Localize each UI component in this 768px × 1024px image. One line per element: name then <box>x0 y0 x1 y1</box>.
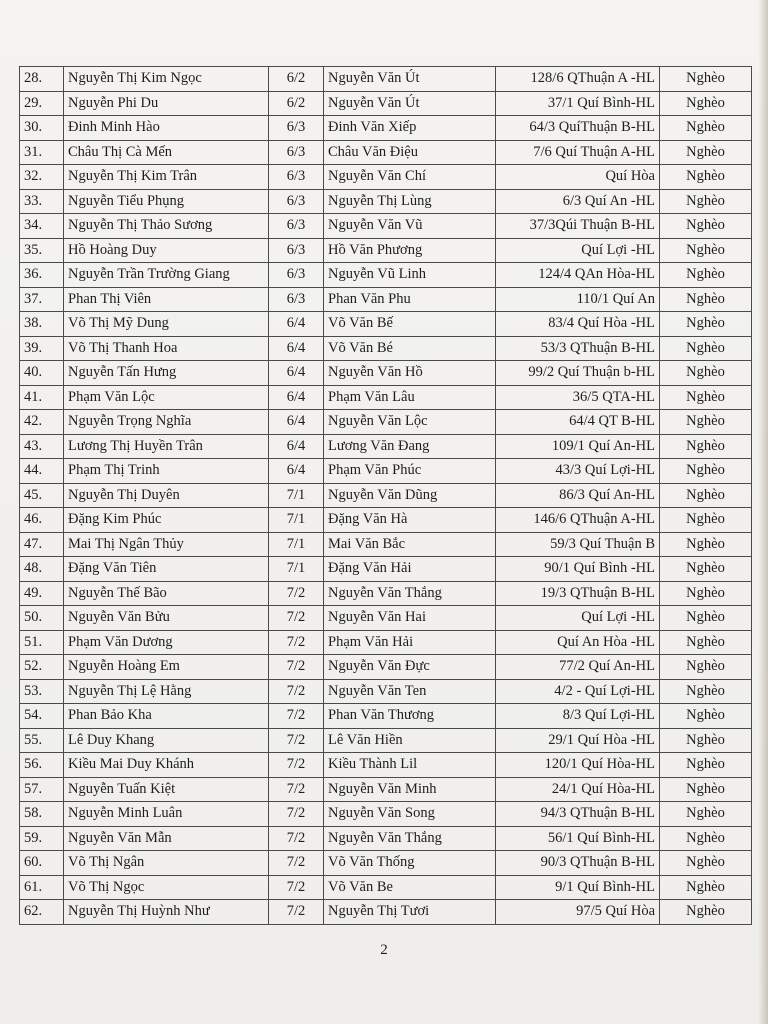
status-cell: Nghèo <box>660 214 752 239</box>
address-cell: 9/1 Quí Bình-HL <box>496 875 660 900</box>
address-cell: Quí An Hòa -HL <box>496 630 660 655</box>
student-name-cell: Lương Thị Huyền Trân <box>64 434 269 459</box>
parent-name-cell: Nguyễn Văn Út <box>324 67 496 92</box>
table-row <box>20 410 752 435</box>
student-list-table <box>19 66 752 925</box>
row-number-cell: 35. <box>20 238 64 263</box>
status-cell: Nghèo <box>660 630 752 655</box>
class-name-cell: 7/2 <box>269 753 324 778</box>
class-name-cell: 6/3 <box>269 116 324 141</box>
row-number-cell: 38. <box>20 312 64 337</box>
student-name-cell: Nguyễn Thị Duyên <box>64 483 269 508</box>
row-number-cell: 32. <box>20 165 64 190</box>
address-cell: 90/1 Quí Bình -HL <box>496 557 660 582</box>
parent-name-cell: Nguyễn Văn Hai <box>324 606 496 631</box>
student-name-cell: Phan Bảo Kha <box>64 704 269 729</box>
table-row <box>20 532 752 557</box>
table-row <box>20 459 752 484</box>
status-cell: Nghèo <box>660 67 752 92</box>
parent-name-cell: Võ Văn Be <box>324 875 496 900</box>
class-name-cell: 7/2 <box>269 581 324 606</box>
row-number-cell: 56. <box>20 753 64 778</box>
status-cell: Nghèo <box>660 802 752 827</box>
parent-name-cell: Phạm Văn Lâu <box>324 385 496 410</box>
table-row <box>20 483 752 508</box>
address-cell: 99/2 Quí Thuận b-HL <box>496 361 660 386</box>
student-name-cell: Đặng Văn Tiên <box>64 557 269 582</box>
address-cell: 146/6 QThuận A-HL <box>496 508 660 533</box>
table-row <box>20 189 752 214</box>
student-name-cell: Mai Thị Ngân Thủy <box>64 532 269 557</box>
status-cell: Nghèo <box>660 875 752 900</box>
class-name-cell: 6/3 <box>269 287 324 312</box>
address-cell: 59/3 Quí Thuận B <box>496 532 660 557</box>
student-name-cell: Nguyễn Tuấn Kiệt <box>64 777 269 802</box>
parent-name-cell: Nguyễn Văn Chí <box>324 165 496 190</box>
row-number-cell: 49. <box>20 581 64 606</box>
class-name-cell: 7/2 <box>269 630 324 655</box>
class-name-cell: 7/2 <box>269 826 324 851</box>
row-number-cell: 60. <box>20 851 64 876</box>
class-name-cell: 6/4 <box>269 459 324 484</box>
class-name-cell: 7/2 <box>269 851 324 876</box>
address-cell: 77/2 Quí An-HL <box>496 655 660 680</box>
parent-name-cell: Lê Văn Hiền <box>324 728 496 753</box>
status-cell: Nghèo <box>660 140 752 165</box>
parent-name-cell: Nguyễn Văn Thắng <box>324 826 496 851</box>
row-number-cell: 29. <box>20 91 64 116</box>
status-cell: Nghèo <box>660 312 752 337</box>
table-row <box>20 434 752 459</box>
row-number-cell: 43. <box>20 434 64 459</box>
status-cell: Nghèo <box>660 361 752 386</box>
student-name-cell: Phạm Văn Dương <box>64 630 269 655</box>
parent-name-cell: Nguyễn Văn Út <box>324 91 496 116</box>
row-number-cell: 53. <box>20 679 64 704</box>
class-name-cell: 7/1 <box>269 532 324 557</box>
address-cell: Quí Hòa <box>496 165 660 190</box>
row-number-cell: 61. <box>20 875 64 900</box>
student-name-cell: Nguyễn Thị Huỳnh Như <box>64 900 269 925</box>
student-name-cell: Võ Thị Ngọc <box>64 875 269 900</box>
table-row <box>20 851 752 876</box>
row-number-cell: 28. <box>20 67 64 92</box>
parent-name-cell: Nguyễn Văn Lộc <box>324 410 496 435</box>
status-cell: Nghèo <box>660 851 752 876</box>
table-body <box>20 67 752 925</box>
class-name-cell: 7/2 <box>269 802 324 827</box>
parent-name-cell: Võ Văn Thống <box>324 851 496 876</box>
table-row <box>20 508 752 533</box>
parent-name-cell: Phan Văn Phu <box>324 287 496 312</box>
student-name-cell: Nguyễn Minh Luân <box>64 802 269 827</box>
row-number-cell: 54. <box>20 704 64 729</box>
row-number-cell: 45. <box>20 483 64 508</box>
row-number-cell: 58. <box>20 802 64 827</box>
address-cell: 90/3 QThuận B-HL <box>496 851 660 876</box>
class-name-cell: 6/3 <box>269 214 324 239</box>
address-cell: 64/3 QuíThuận B-HL <box>496 116 660 141</box>
address-cell: 4/2 - Quí Lợi-HL <box>496 679 660 704</box>
row-number-cell: 50. <box>20 606 64 631</box>
class-name-cell: 7/2 <box>269 728 324 753</box>
table-row <box>20 91 752 116</box>
table-row <box>20 753 752 778</box>
parent-name-cell: Nguyễn Thị Tươi <box>324 900 496 925</box>
class-name-cell: 6/4 <box>269 410 324 435</box>
row-number-cell: 48. <box>20 557 64 582</box>
address-cell: 36/5 QTA-HL <box>496 385 660 410</box>
address-cell: 53/3 QThuận B-HL <box>496 336 660 361</box>
table-row <box>20 336 752 361</box>
table-row <box>20 728 752 753</box>
address-cell: 86/3 Quí An-HL <box>496 483 660 508</box>
parent-name-cell: Phan Văn Thương <box>324 704 496 729</box>
status-cell: Nghèo <box>660 728 752 753</box>
parent-name-cell: Lương Văn Đang <box>324 434 496 459</box>
address-cell: 37/3Qúi Thuận B-HL <box>496 214 660 239</box>
parent-name-cell: Nguyễn Thị Lùng <box>324 189 496 214</box>
status-cell: Nghèo <box>660 606 752 631</box>
row-number-cell: 46. <box>20 508 64 533</box>
status-cell: Nghèo <box>660 581 752 606</box>
parent-name-cell: Nguyễn Văn Vũ <box>324 214 496 239</box>
class-name-cell: 7/2 <box>269 704 324 729</box>
student-name-cell: Đinh Minh Hào <box>64 116 269 141</box>
table-row <box>20 826 752 851</box>
table-row <box>20 312 752 337</box>
class-name-cell: 7/2 <box>269 900 324 925</box>
parent-name-cell: Nguyễn Văn Ten <box>324 679 496 704</box>
row-number-cell: 37. <box>20 287 64 312</box>
status-cell: Nghèo <box>660 336 752 361</box>
parent-name-cell: Nguyễn Văn Dũng <box>324 483 496 508</box>
class-name-cell: 6/3 <box>269 140 324 165</box>
class-name-cell: 7/2 <box>269 875 324 900</box>
student-name-cell: Lê Duy Khang <box>64 728 269 753</box>
class-name-cell: 6/4 <box>269 434 324 459</box>
address-cell: 110/1 Quí An <box>496 287 660 312</box>
student-name-cell: Phạm Thị Trinh <box>64 459 269 484</box>
class-name-cell: 7/2 <box>269 655 324 680</box>
class-name-cell: 6/4 <box>269 336 324 361</box>
student-name-cell: Nguyễn Thị Kim Ngọc <box>64 67 269 92</box>
table-row <box>20 606 752 631</box>
page-number: 2 <box>380 942 388 958</box>
class-name-cell: 6/3 <box>269 238 324 263</box>
address-cell: 6/3 Quí An -HL <box>496 189 660 214</box>
student-name-cell: Nguyễn Văn Bửu <box>64 606 269 631</box>
student-name-cell: Nguyễn Thị Thảo Sương <box>64 214 269 239</box>
parent-name-cell: Nguyễn Văn Thắng <box>324 581 496 606</box>
class-name-cell: 7/1 <box>269 557 324 582</box>
table-row <box>20 557 752 582</box>
table-row <box>20 361 752 386</box>
status-cell: Nghèo <box>660 385 752 410</box>
student-name-cell: Nguyễn Thế Bão <box>64 581 269 606</box>
table-row <box>20 679 752 704</box>
table-row <box>20 238 752 263</box>
table-row <box>20 116 752 141</box>
class-name-cell: 6/4 <box>269 385 324 410</box>
row-number-cell: 39. <box>20 336 64 361</box>
parent-name-cell: Võ Văn Bế <box>324 312 496 337</box>
status-cell: Nghèo <box>660 238 752 263</box>
status-cell: Nghèo <box>660 508 752 533</box>
class-name-cell: 7/1 <box>269 483 324 508</box>
student-name-cell: Nguyễn Phi Du <box>64 91 269 116</box>
status-cell: Nghèo <box>660 434 752 459</box>
status-cell: Nghèo <box>660 704 752 729</box>
class-name-cell: 6/3 <box>269 165 324 190</box>
parent-name-cell: Nguyễn Vũ Linh <box>324 263 496 288</box>
student-name-cell: Nguyễn Thị Lệ Hằng <box>64 679 269 704</box>
table-row <box>20 140 752 165</box>
class-name-cell: 7/2 <box>269 606 324 631</box>
address-cell: 29/1 Quí Hòa -HL <box>496 728 660 753</box>
parent-name-cell: Nguyễn Văn Đực <box>324 655 496 680</box>
row-number-cell: 34. <box>20 214 64 239</box>
row-number-cell: 52. <box>20 655 64 680</box>
address-cell: 120/1 Quí Hòa-HL <box>496 753 660 778</box>
status-cell: Nghèo <box>660 655 752 680</box>
row-number-cell: 59. <box>20 826 64 851</box>
class-name-cell: 6/2 <box>269 91 324 116</box>
status-cell: Nghèo <box>660 287 752 312</box>
student-name-cell: Châu Thị Cà Mến <box>64 140 269 165</box>
address-cell: Quí Lợi -HL <box>496 606 660 631</box>
parent-name-cell: Phạm Văn Hải <box>324 630 496 655</box>
status-cell: Nghèo <box>660 679 752 704</box>
status-cell: Nghèo <box>660 410 752 435</box>
student-name-cell: Nguyễn Văn Mẫn <box>64 826 269 851</box>
address-cell: 94/3 QThuận B-HL <box>496 802 660 827</box>
table-row <box>20 67 752 92</box>
table-row <box>20 777 752 802</box>
status-cell: Nghèo <box>660 826 752 851</box>
parent-name-cell: Châu Văn Điệu <box>324 140 496 165</box>
status-cell: Nghèo <box>660 459 752 484</box>
row-number-cell: 41. <box>20 385 64 410</box>
class-name-cell: 7/1 <box>269 508 324 533</box>
parent-name-cell: Nguyễn Văn Song <box>324 802 496 827</box>
status-cell: Nghèo <box>660 263 752 288</box>
table-row <box>20 875 752 900</box>
row-number-cell: 42. <box>20 410 64 435</box>
status-cell: Nghèo <box>660 91 752 116</box>
address-cell: 24/1 Quí Hòa-HL <box>496 777 660 802</box>
row-number-cell: 55. <box>20 728 64 753</box>
student-name-cell: Đặng Kim Phúc <box>64 508 269 533</box>
student-name-cell: Nguyễn Thị Kim Trân <box>64 165 269 190</box>
address-cell: 97/5 Quí Hòa <box>496 900 660 925</box>
table-row <box>20 630 752 655</box>
student-name-cell: Phạm Văn Lộc <box>64 385 269 410</box>
table-row <box>20 287 752 312</box>
address-cell: 43/3 Quí Lợi-HL <box>496 459 660 484</box>
status-cell: Nghèo <box>660 532 752 557</box>
page-edge-shadow <box>758 0 768 1024</box>
status-cell: Nghèo <box>660 753 752 778</box>
table-row <box>20 900 752 925</box>
class-name-cell: 6/3 <box>269 189 324 214</box>
class-name-cell: 7/2 <box>269 679 324 704</box>
row-number-cell: 44. <box>20 459 64 484</box>
table-row <box>20 385 752 410</box>
status-cell: Nghèo <box>660 557 752 582</box>
row-number-cell: 30. <box>20 116 64 141</box>
parent-name-cell: Kiều Thành Lil <box>324 753 496 778</box>
student-name-cell: Nguyễn Hoàng Em <box>64 655 269 680</box>
status-cell: Nghèo <box>660 483 752 508</box>
table-row <box>20 263 752 288</box>
row-number-cell: 31. <box>20 140 64 165</box>
student-name-cell: Hồ Hoàng Duy <box>64 238 269 263</box>
row-number-cell: 40. <box>20 361 64 386</box>
parent-name-cell: Phạm Văn Phúc <box>324 459 496 484</box>
address-cell: 128/6 QThuận A -HL <box>496 67 660 92</box>
parent-name-cell: Đinh Văn Xiếp <box>324 116 496 141</box>
address-cell: 7/6 Quí Thuận A-HL <box>496 140 660 165</box>
student-name-cell: Nguyễn Trọng Nghĩa <box>64 410 269 435</box>
status-cell: Nghèo <box>660 777 752 802</box>
row-number-cell: 33. <box>20 189 64 214</box>
parent-name-cell: Đặng Văn Hải <box>324 557 496 582</box>
status-cell: Nghèo <box>660 189 752 214</box>
row-number-cell: 57. <box>20 777 64 802</box>
class-name-cell: 7/2 <box>269 777 324 802</box>
class-name-cell: 6/4 <box>269 361 324 386</box>
parent-name-cell: Hồ Văn Phương <box>324 238 496 263</box>
address-cell: 19/3 QThuận B-HL <box>496 581 660 606</box>
address-cell: 8/3 Quí Lợi-HL <box>496 704 660 729</box>
student-name-cell: Nguyễn Tấn Hưng <box>64 361 269 386</box>
class-name-cell: 6/4 <box>269 312 324 337</box>
parent-name-cell: Đặng Văn Hà <box>324 508 496 533</box>
class-name-cell: 6/3 <box>269 263 324 288</box>
student-name-cell: Nguyễn Tiểu Phụng <box>64 189 269 214</box>
row-number-cell: 62. <box>20 900 64 925</box>
status-cell: Nghèo <box>660 165 752 190</box>
address-cell: 83/4 Quí Hòa -HL <box>496 312 660 337</box>
student-name-cell: Phan Thị Viên <box>64 287 269 312</box>
student-name-cell: Võ Thị Mỹ Dung <box>64 312 269 337</box>
status-cell: Nghèo <box>660 116 752 141</box>
row-number-cell: 51. <box>20 630 64 655</box>
student-name-cell: Nguyễn Trần Trường Giang <box>64 263 269 288</box>
parent-name-cell: Mai Văn Bắc <box>324 532 496 557</box>
address-cell: 37/1 Quí Bình-HL <box>496 91 660 116</box>
student-name-cell: Võ Thị Ngân <box>64 851 269 876</box>
student-name-cell: Võ Thị Thanh Hoa <box>64 336 269 361</box>
address-cell: 124/4 QAn Hòa-HL <box>496 263 660 288</box>
table-row <box>20 165 752 190</box>
table-row <box>20 802 752 827</box>
table-row <box>20 655 752 680</box>
row-number-cell: 36. <box>20 263 64 288</box>
class-name-cell: 6/2 <box>269 67 324 92</box>
status-cell: Nghèo <box>660 900 752 925</box>
parent-name-cell: Võ Văn Bé <box>324 336 496 361</box>
table-row <box>20 214 752 239</box>
parent-name-cell: Nguyễn Văn Hồ <box>324 361 496 386</box>
student-name-cell: Kiều Mai Duy Khánh <box>64 753 269 778</box>
parent-name-cell: Nguyễn Văn Minh <box>324 777 496 802</box>
table-row <box>20 581 752 606</box>
address-cell: 64/4 QT B-HL <box>496 410 660 435</box>
address-cell: 109/1 Quí An-HL <box>496 434 660 459</box>
table-row <box>20 704 752 729</box>
address-cell: Quí Lợi -HL <box>496 238 660 263</box>
address-cell: 56/1 Quí Bình-HL <box>496 826 660 851</box>
row-number-cell: 47. <box>20 532 64 557</box>
